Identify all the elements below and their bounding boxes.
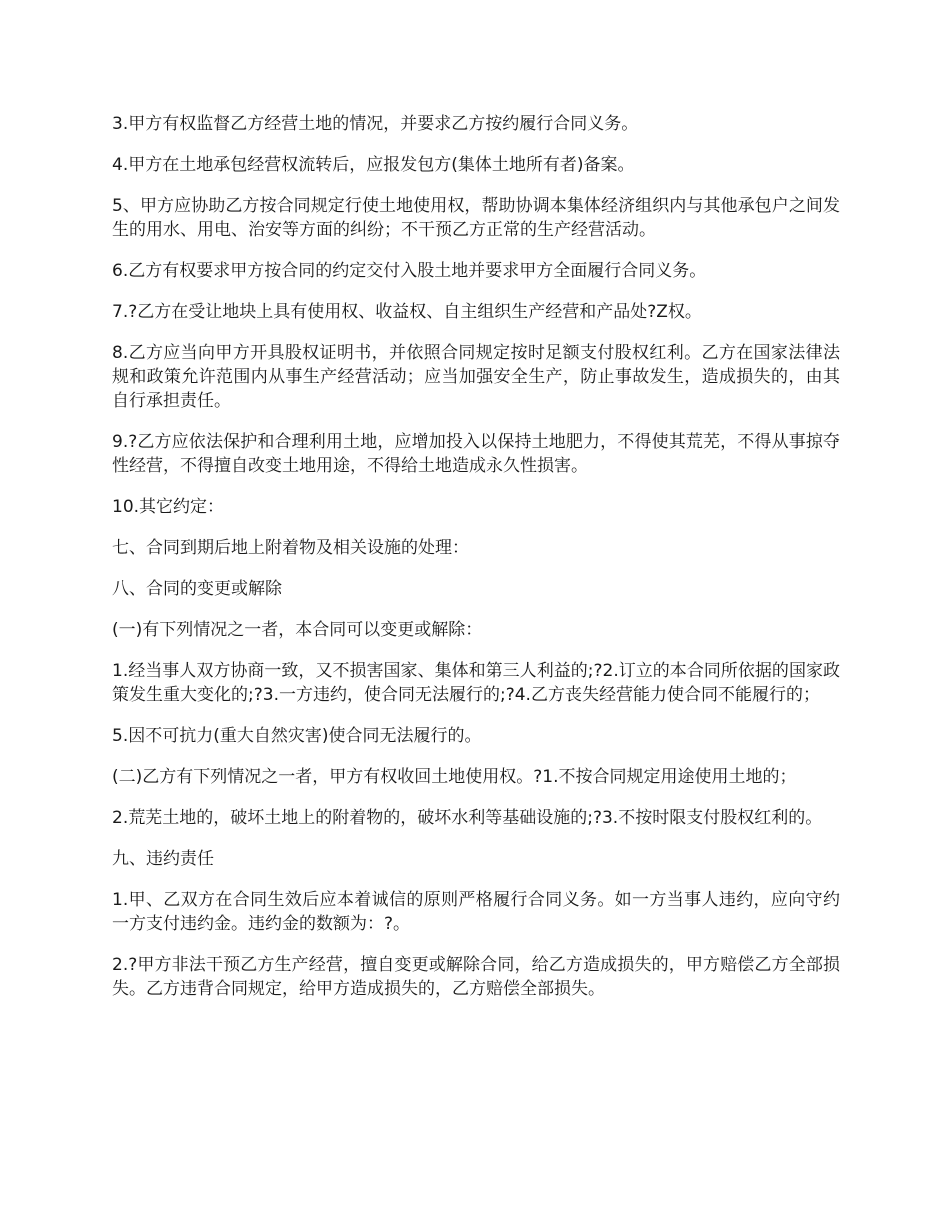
clause-paragraph: 6.乙方有权要求甲方按合同的约定交付入股土地并要求甲方全面履行合同义务。 — [112, 261, 707, 281]
clause-paragraph: 3.甲方有权监督乙方经营土地的情况，并要求乙方按约履行合同义务。 — [112, 114, 639, 134]
document-body — [112, 112, 840, 1018]
clause-paragraph: 1.经当事人双方协商一致，又不损害国家、集体和第三人利益的;?2.订立的本合同所依据的国家政策发生重大变化的;?3.一方违约，使合同无法履行的;?4.乙方丧失经营能力使合同不能履行的； — [112, 661, 840, 705]
section-heading: 九、违约责任 — [112, 849, 214, 869]
clause-paragraph: 1.甲、乙双方在合同生效后应本着诚信的原则严格履行合同义务。如一方当事人违约，应向守约一方支付违约金。违约金的数额为：?。 — [112, 890, 840, 934]
clause-paragraph: 5、甲方应协助乙方按合同规定行使土地使用权，帮助协调本集体经济组织内与其他承包户之间发生的用水、用电、治安等方面的纠纷；不干预乙方正常的生产经营活动。 — [112, 196, 840, 240]
clause-paragraph: 10.其它约定： — [112, 497, 225, 517]
clause-paragraph: 5.因不可抗力(重大自然灾害)使合同无法履行的。 — [112, 726, 482, 746]
clause-paragraph: 7.?乙方在受让地块上具有使用权、收益权、自主组织生产经营和产品处?Z权。 — [112, 302, 702, 322]
section-heading: 七、合同到期后地上附着物及相关设施的处理： — [112, 538, 469, 558]
clause-paragraph: 8.乙方应当向甲方开具股权证明书，并依照合同规定按时足额支付股权红利。乙方在国家法律法规和政策允许范围内从事生产经营活动；应当加强安全生产，防止事故发生，造成损失的，由其自行承担责任。 — [112, 343, 840, 411]
clause-paragraph: 2.?甲方非法干预乙方生产经营，擅自变更或解除合同，给乙方造成损失的，甲方赔偿乙方全部损失。乙方违背合同规定，给甲方造成损失的，乙方赔偿全部损失。 — [112, 955, 840, 999]
section-heading: 八、合同的变更或解除 — [112, 579, 282, 599]
clause-paragraph: 2.荒芜土地的，破坏土地上的附着物的，破坏水利等基础设施的;?3.不按时限支付股权红利的。 — [112, 808, 823, 828]
subsection-heading: (二)乙方有下列情况之一者，甲方有权收回土地使用权。?1.不按合同规定用途使用土地的； — [112, 767, 797, 787]
clause-paragraph: 9.?乙方应依法保护和合理利用土地，应增加投入以保持土地肥力，不得使其荒芜，不得从事掠夺性经营，不得擅自改变土地用途，不得给土地造成永久性损害。 — [112, 432, 840, 476]
subsection-heading: (一)有下列情况之一者，本合同可以变更或解除： — [112, 620, 483, 640]
clause-paragraph: 4.甲方在土地承包经营权流转后，应报发包方(集体土地所有者)备案。 — [112, 155, 635, 175]
